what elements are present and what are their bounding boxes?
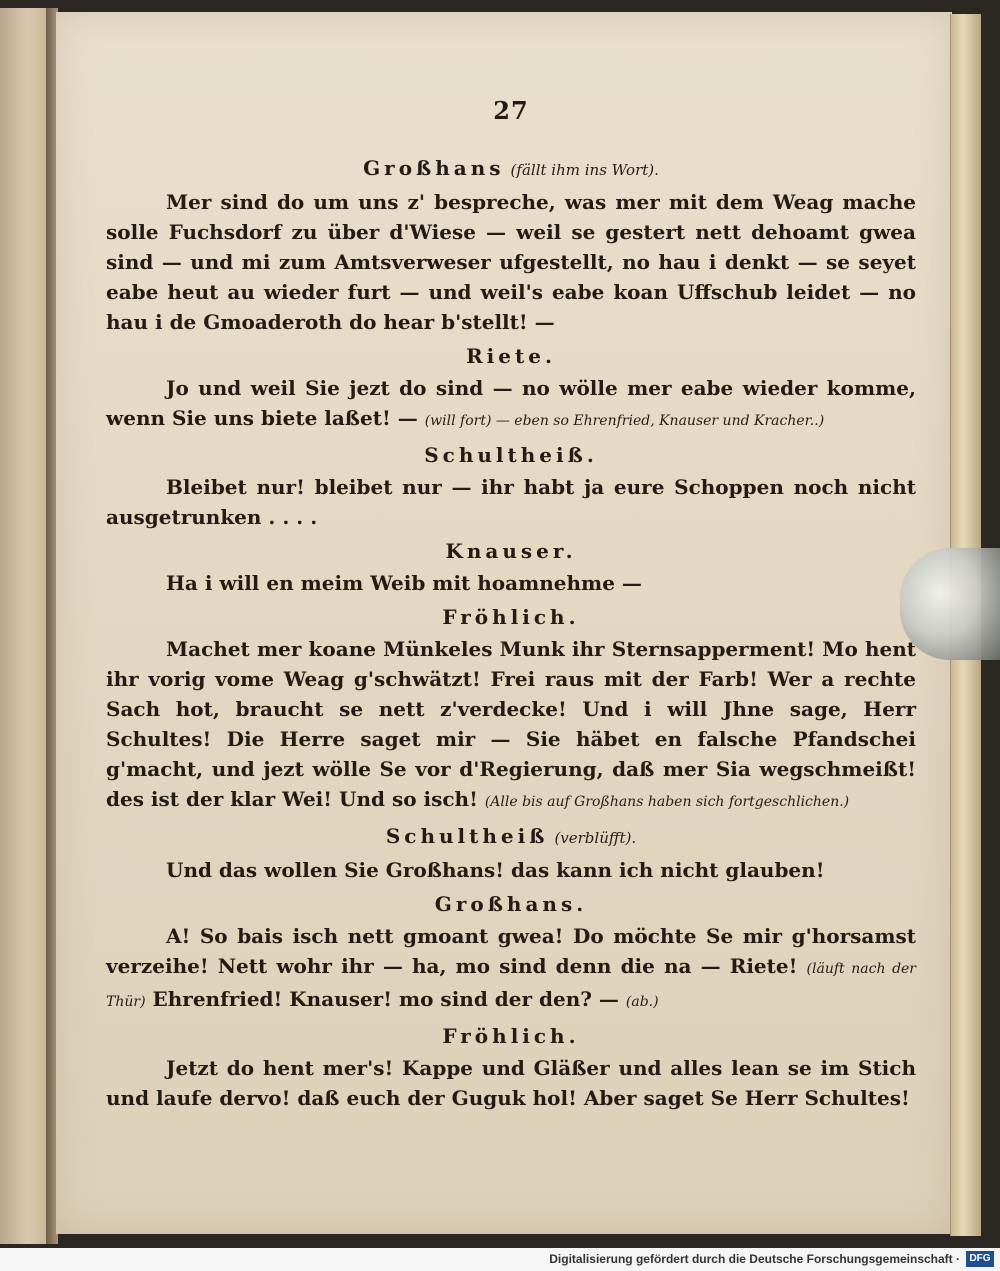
- speech: [106, 472, 916, 532]
- footer-bar: [0, 1248, 1000, 1271]
- speech-text: A! So bais isch nett gmoant gwea! Do möchte Se mir g'horsamst verzeihe! Nett wohr ihr — ha, mo sind denn die na — Riete!: [106, 924, 916, 978]
- speech-text: Ehrenfried! Knauser! mo sind der den? —: [152, 987, 619, 1011]
- left-page-edge: [0, 8, 48, 1244]
- speaker-name: Schultheiß: [385, 824, 549, 848]
- stage-direction: (ab.): [625, 994, 659, 1010]
- speech: [106, 634, 916, 817]
- speech-text: Und das wollen Sie Großhans! das kann ich nicht glauben!: [166, 858, 825, 882]
- speech: [106, 855, 916, 885]
- dfg-logo: DFG: [966, 1251, 994, 1267]
- speech-text: Machet mer koane Münkeles Munk ihr Sternsapperment! Mo hent ihr vorig vome Weag g'schwätzt! Frei raus mit der Farb! Wer a rechte Sach hot, braucht se nett z'verdecke! Und i will Jhne sage, Herr Schultes! Die Herre saget mir — Sie häbet en falsche Pfandschei g'macht, und jezt wölle Se vor d'Regierung, daß mer Sia wegschmeißt! des ist der klar Wei! Und so isch!: [106, 637, 916, 811]
- stage-direction: (Alle bis auf Großhans haben sich fortgeschlichen.): [484, 794, 850, 810]
- stage-direction: (fällt ihm ins Wort).: [510, 161, 659, 179]
- speaker-name: Großhans: [363, 156, 505, 180]
- speaker-name: Riete.: [466, 344, 556, 368]
- speaker-name: Fröhlich.: [442, 1024, 580, 1048]
- speaker-name: Großhans.: [434, 892, 588, 916]
- speaker-heading: [106, 534, 916, 568]
- speaker-heading: [106, 438, 916, 472]
- speech-text: Ha i will en meim Weib mit hoamnehme —: [166, 571, 642, 595]
- speech: [106, 373, 916, 436]
- speech-text: Mer sind do um uns z' bespreche, was mer mit dem Weag mache solle Fuchsdorf zu über d'Wiese — weil se gestert nett dehoamt gwea sind — und mi zum Amtsverweser ufgestellt, no hau i denkt — se seyet eabe heut au wieder furt — und weil's eabe koan Uffschub leidet — no hau i de Gmoaderoth do hear b'stellt! —: [106, 190, 916, 334]
- speaker-name: Knauser.: [445, 539, 577, 563]
- stage-direction: (will fort) — eben so Ehrenfried, Knauser und Kracher..): [424, 413, 825, 429]
- speech: [106, 1053, 916, 1113]
- speaker-heading: [106, 151, 916, 187]
- speaker-heading: [106, 819, 916, 855]
- speaker-name: Fröhlich.: [442, 605, 580, 629]
- speaker-heading: [106, 600, 916, 634]
- speaker-heading: [106, 1019, 916, 1053]
- speech: [106, 568, 916, 598]
- page-number: 27: [493, 96, 529, 125]
- speech-text: Bleibet nur! bleibet nur — ihr habt ja eure Schoppen noch nicht ausgetrunken . . . .: [106, 475, 916, 529]
- speaker-heading: [106, 887, 916, 921]
- speech-text: Jo und weil Sie jezt do sind — no wölle mer eabe wieder komme, wenn Sie uns biete laßet! —: [106, 376, 916, 430]
- stage-direction: (läuft nach der Thür): [106, 961, 917, 1010]
- speaker-heading: [106, 339, 916, 373]
- speaker-name: Schultheiß.: [424, 443, 598, 467]
- funding-credit: Digitalisierung gefördert durch die Deutsche Forschungsgemeinschaft ·: [549, 1252, 960, 1266]
- speech: [106, 187, 916, 337]
- page-text: [106, 96, 916, 1115]
- speech: [106, 921, 916, 1017]
- stage-direction: (verblüfft).: [554, 829, 637, 847]
- speech-text: Jetzt do hent mer's! Kappe und Gläßer und alles lean se im Stich und laufe dervo! daß euch der Guguk hol! Aber saget Se Herr Schultes!: [106, 1056, 916, 1110]
